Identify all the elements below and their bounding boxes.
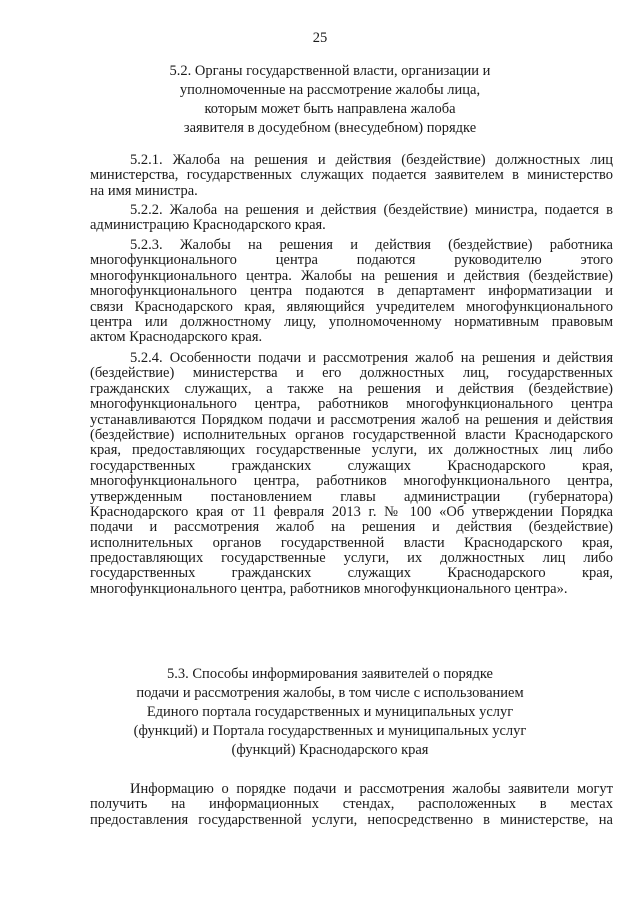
text-line: исполнительных органов государственной власти Краснодарского края, (90, 535, 613, 551)
text-line: администрацию Краснодарского края. (90, 218, 326, 234)
heading-line: заявителя в досудебном (внесудебном) порядке (183, 120, 477, 136)
text-line: устанавливаются Порядком подачи и рассмотрения жалоб на решения и действия (90, 412, 613, 428)
text-line: многофункционального центра подаются в департамент информатизации и (90, 284, 613, 300)
text-line: связи Краснодарского края, являющийся учредителем многофункционального (90, 299, 613, 315)
text-line: Информацию о порядке подачи и рассмотрения жалобы заявители могут (130, 782, 613, 797)
heading-line: которым может быть направлена жалоба (204, 101, 456, 117)
heading-line: Единого портала государственных и муниципальных услуг (146, 704, 514, 720)
text-line: актом Краснодарского края. (90, 330, 263, 346)
text-line: многофункционального центра, работников многофункционального центра, (90, 474, 613, 490)
text-line: Краснодарского края от 11 февраля 2013 г. № 100 «Об утверждении Порядка (90, 504, 613, 520)
section-5-3-heading (60, 665, 600, 760)
page-number: 25 (312, 30, 328, 46)
text-line: многофункционального центра, работников многофункционального центра (90, 397, 613, 413)
heading-line: 5.3. Способы информирования заявителей о порядке (167, 666, 493, 682)
text-line: получить на информационных стендах, расположенных в местах (90, 797, 613, 813)
paragraph-5-2-2 (90, 203, 613, 234)
text-line: центра или должностному лицу, уполномоченному нормативным правовым (90, 314, 613, 330)
text-line: предоставления государственной услуги, непосредственно в министерстве, на (90, 812, 613, 828)
text-line: государственных гражданских служащих Краснодарского края, (90, 566, 613, 582)
text-line: 5.2.2. Жалоба на решения и действия (бездействие) министра, подается в (130, 203, 613, 218)
text-line: утвержденным постановлением главы администрации (губернатора) (90, 489, 613, 505)
text-line: гражданских служащих, а также на решения и действия (бездействие) (90, 381, 613, 397)
text-line: на имя министра. (90, 183, 198, 199)
text-line: многофункционального центра подаются руководителю этого (90, 253, 613, 269)
heading-line: (функций) и Портала государственных и муниципальных услуг (133, 723, 527, 739)
text-line: министерства, государственных служащих подается заявителем в министерство (90, 168, 613, 184)
text-line: 5.2.4. Особенности подачи и рассмотрения жалоб на решения и действия (130, 351, 613, 366)
text-line: подачи и рассмотрения жалоб на решения и действия (бездействие) (90, 520, 613, 536)
text-line: предоставляющих государственные услуги, их должностных лиц либо (90, 551, 613, 567)
text-line: (бездействие) исполнительных органов государственной власти Краснодарского (90, 427, 613, 443)
text-line: многофункционального центра. Жалобы на решения и действия (бездействие) (90, 268, 613, 284)
heading-line: подачи и рассмотрения жалобы, в том числе с использованием (136, 685, 524, 701)
paragraph-5-2-1 (90, 153, 613, 199)
text-line: края, предоставляющих государственные услуги, их должностных лиц либо (90, 443, 613, 459)
paragraph-5-3-1 (90, 782, 613, 828)
section-5-2-heading (60, 62, 600, 138)
heading-line: (функций) Краснодарского края (231, 742, 429, 758)
text-line: государственных гражданских служащих Краснодарского края, (90, 458, 613, 474)
heading-line: уполномоченные на рассмотрение жалобы лица, (179, 82, 481, 98)
text-line: (бездействие) министерства и его должностных лиц, государственных (90, 366, 613, 382)
text-line: 5.2.3. Жалобы на решения и действия (бездействие) работника (130, 238, 613, 253)
paragraph-5-2-4 (90, 351, 613, 597)
heading-line: 5.2. Органы государственной власти, организации и (169, 63, 491, 79)
text-line: 5.2.1. Жалоба на решения и действия (бездействие) должностных лиц (130, 153, 613, 168)
text-line: многофункционального центра, работников многофункционального центра». (90, 581, 568, 597)
paragraph-5-2-3 (90, 238, 613, 346)
